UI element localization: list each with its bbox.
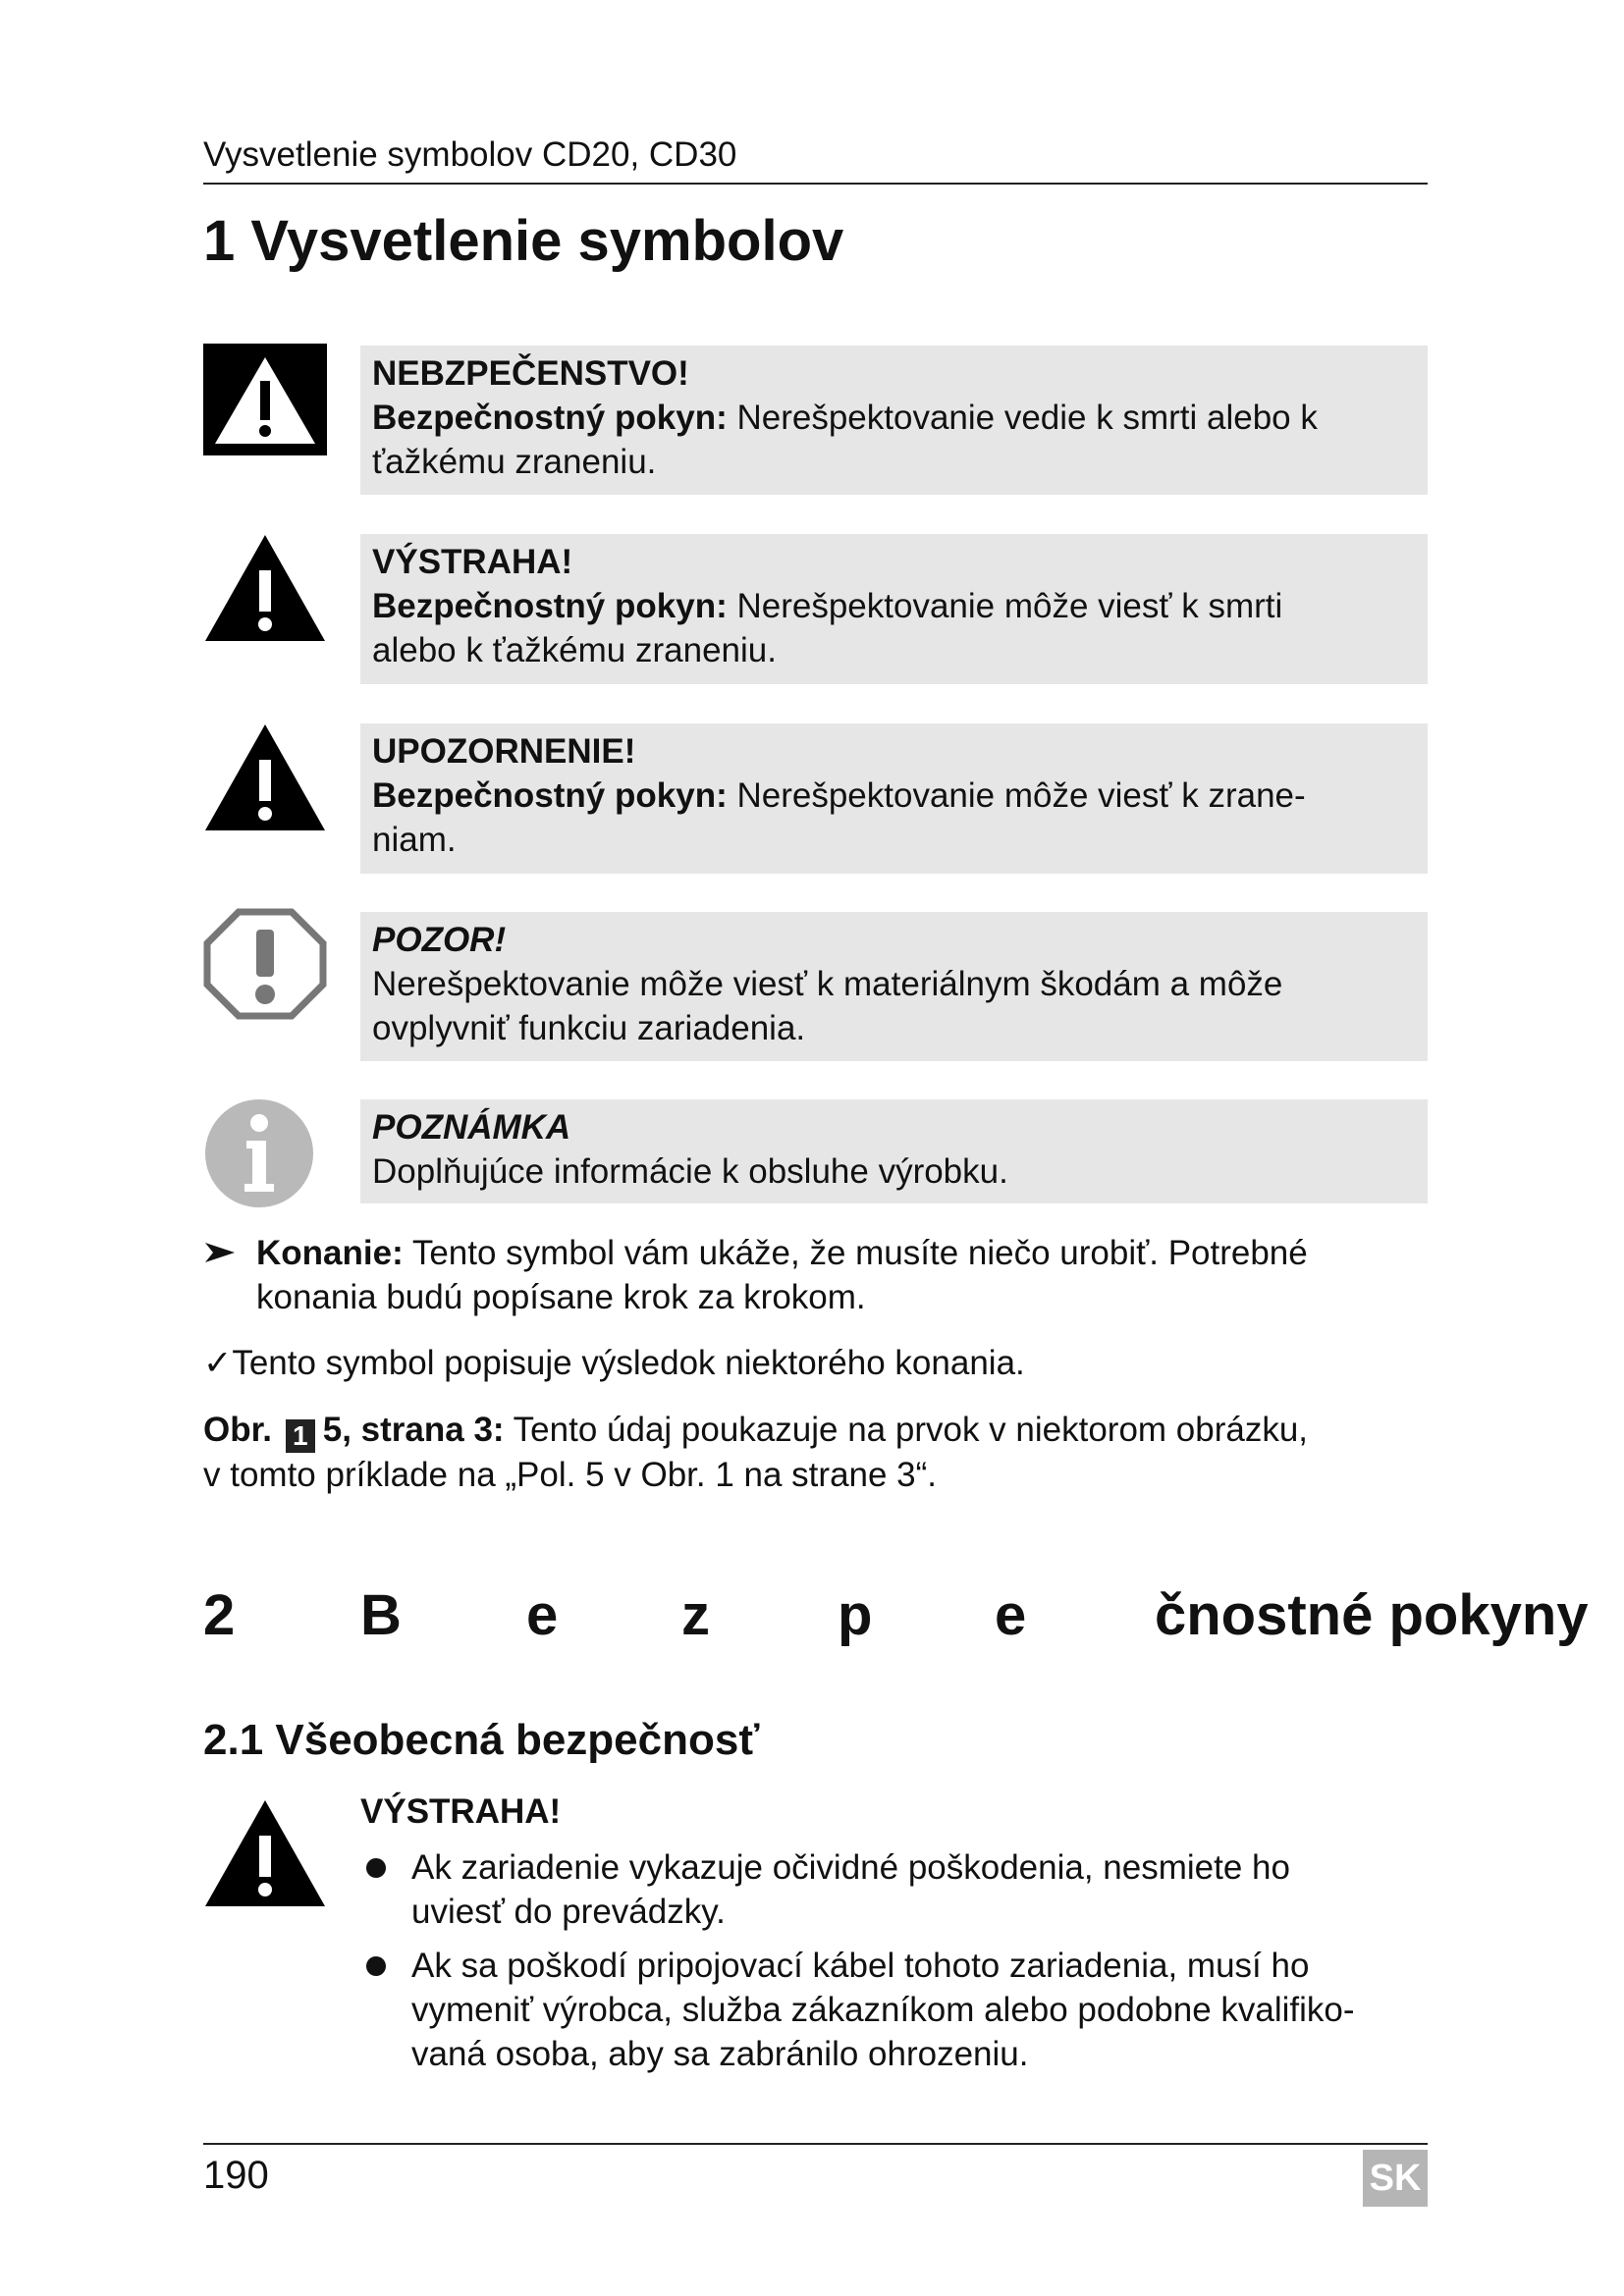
section-2-title-part: e	[526, 1583, 559, 1647]
notice-label: Bezpečnostný pokyn:	[372, 399, 728, 437]
page-number: 190	[203, 2154, 269, 2197]
action-text: Tento symbol vám ukáže, že musíte niečo urobiť. Potrebné	[403, 1234, 1308, 1272]
attention-octagon-icon	[203, 908, 327, 1020]
caution-icon	[203, 722, 327, 834]
notice-title: NEBZPEČENSTVO!	[372, 354, 689, 393]
section-1-title: 1 Vysvetlenie symbolov	[203, 209, 844, 273]
bullet-item	[411, 1944, 1428, 2076]
bullet-dot-icon	[366, 1858, 386, 1878]
subsection-title: 2.1 Všeobecná bezpečnosť	[203, 1716, 760, 1764]
result-text: Tento symbol popisuje výsledok niektorého konania.	[232, 1344, 1025, 1382]
action-paragraph	[203, 1231, 1428, 1319]
bullet-text: uviesť do prevádzky.	[411, 1893, 726, 1931]
notice-warning	[360, 534, 1428, 684]
checkmark-icon: ✓	[203, 1344, 233, 1382]
section-2-title-part: p	[838, 1583, 873, 1647]
notice-label: Bezpečnostný pokyn:	[372, 587, 728, 625]
figure-ref-suffix: 5, strana 3:	[322, 1411, 505, 1449]
warning-title: VÝSTRAHA!	[360, 1792, 562, 1831]
header-divider	[203, 183, 1428, 185]
figure-ref-text: Tento údaj poukazuje na prvok v niektorom obrázku,	[504, 1411, 1309, 1449]
notice-note	[360, 1099, 1428, 1203]
notice-text: Nerešpektovanie môže viesť k smrti	[727, 587, 1283, 625]
bullet-item	[411, 1845, 1428, 1934]
figure-ref-text: v tomto príklade na „Pol. 5 v Obr. 1 na strane 3“.	[203, 1456, 938, 1494]
bullet-dot-icon	[366, 1956, 386, 1976]
footer-divider	[203, 2143, 1428, 2145]
notice-caution	[360, 723, 1428, 874]
language-badge: SK	[1363, 2150, 1428, 2207]
notice-text: Nerešpektovanie môže viesť k materiálnym škodám a môže	[372, 965, 1283, 1003]
notice-title: UPOZORNENIE!	[372, 732, 636, 771]
notice-label: Bezpečnostný pokyn:	[372, 776, 728, 815]
notice-text: Nerešpektovanie môže viesť k zrane-	[727, 776, 1306, 815]
running-header: Vysvetlenie symbolov CD20, CD30	[203, 135, 737, 174]
figure-reference	[203, 1408, 1428, 1497]
warning-icon	[203, 533, 327, 645]
figure-number-badge: 1	[286, 1419, 315, 1453]
section-2-title-part: B	[360, 1583, 402, 1647]
section-2-title-part: čnostné pokyny	[1155, 1583, 1589, 1647]
info-icon	[203, 1097, 327, 1209]
notice-danger	[360, 346, 1428, 495]
bullet-text: vaná osoba, aby sa zabránilo ohrozeniu.	[411, 2035, 1029, 2073]
notice-text: ovplyvniť funkciu zariadenia.	[372, 1009, 806, 1047]
result-paragraph	[203, 1341, 1428, 1385]
notice-text: ťažkému zraneniu.	[372, 443, 657, 481]
figure-ref-prefix: Obr.	[203, 1411, 273, 1449]
warning-icon	[203, 1798, 327, 1910]
arrow-bullet-icon	[203, 1231, 237, 1286]
action-label: Konanie:	[256, 1234, 404, 1272]
notice-attention	[360, 912, 1428, 1061]
notice-title: VÝSTRAHA!	[372, 543, 573, 581]
section-2-title-part: z	[681, 1583, 710, 1647]
notice-text: alebo k ťažkému zraneniu.	[372, 631, 777, 669]
action-text: konania budú popísane krok za krokom.	[256, 1278, 866, 1316]
bullet-text: Ak zariadenie vykazuje očividné poškodenia, nesmiete ho	[411, 1848, 1290, 1887]
notice-text: Nerešpektovanie vedie k smrti alebo k	[727, 399, 1318, 437]
section-2-title-part: 2	[203, 1583, 236, 1647]
notice-text: niam.	[372, 821, 457, 859]
bullet-text: Ak sa poškodí pripojovací kábel tohoto zariadenia, musí ho	[411, 1947, 1310, 1985]
notice-title: POZOR!	[372, 921, 507, 959]
notice-title: POZNÁMKA	[372, 1108, 571, 1147]
bullet-text: vymeniť výrobca, služba zákazníkom alebo podobne kvalifiko-	[411, 1991, 1355, 2029]
notice-text: Doplňujúce informácie k obsluhe výrobku.	[372, 1152, 1008, 1191]
danger-icon	[203, 344, 327, 455]
section-2-title-part: e	[995, 1583, 1027, 1647]
